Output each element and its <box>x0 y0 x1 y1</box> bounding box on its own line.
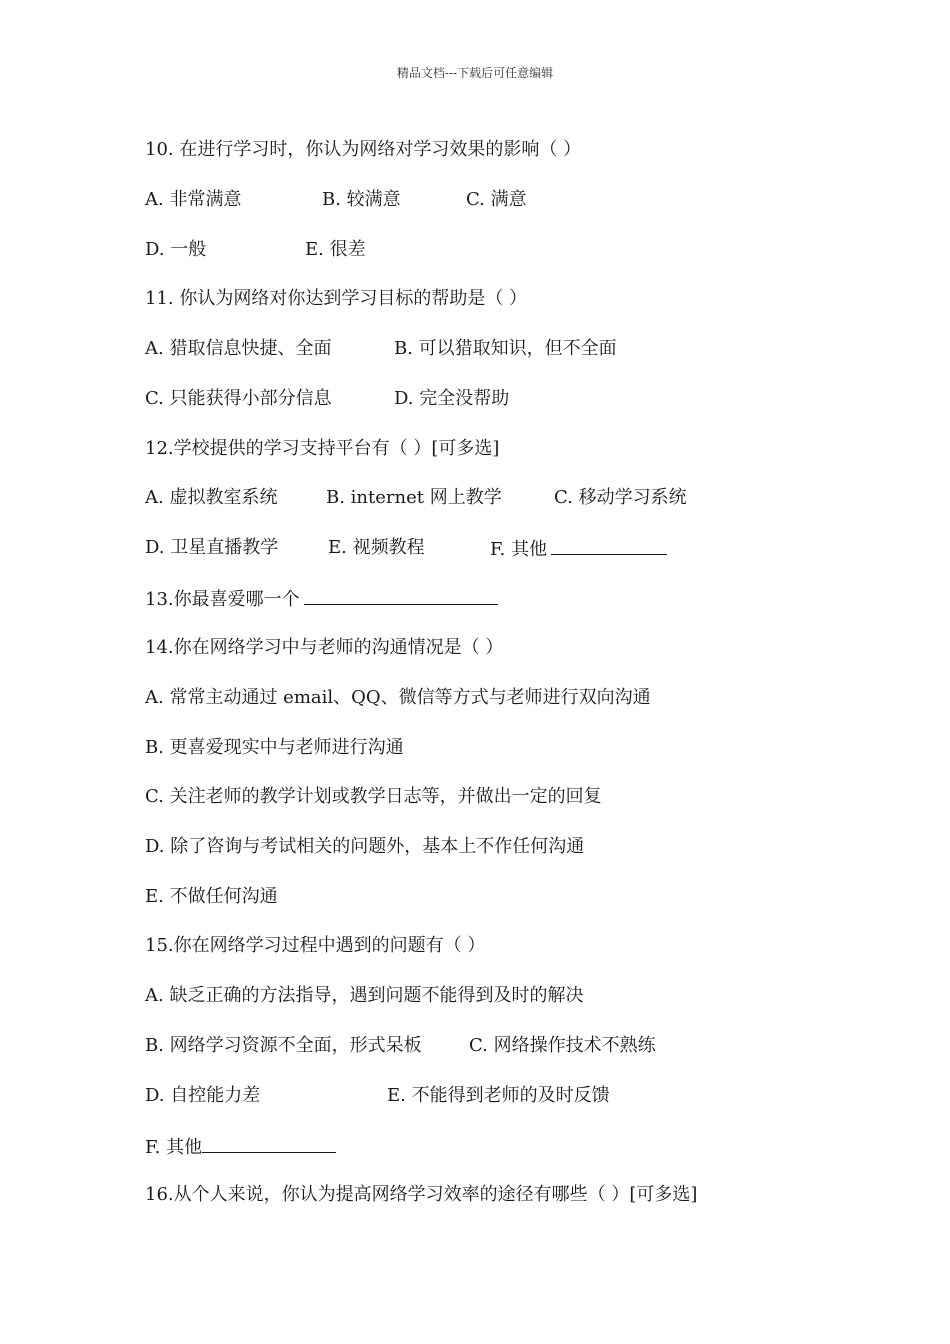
question-14-text: 14.你在网络学习中与老师的沟通情况是（ ） <box>145 637 504 658</box>
question-10-text: 10. 在进行学习时，你认为网络对学习效果的影响（ ） <box>145 139 582 160</box>
q14-option-e: E. 不做任何沟通 <box>145 886 278 907</box>
q15-option-a: A. 缺乏正确的方法指导，遇到问题不能得到及时的解决 <box>145 985 584 1006</box>
q10-option-c: C. 满意 <box>466 189 527 210</box>
q12-option-a: A. 虚拟教室系统 <box>145 487 278 508</box>
question-12-text: 12.学校提供的学习支持平台有（ ）[可多选] <box>145 438 500 459</box>
q12-option-b: B. internet 网上教学 <box>326 487 502 508</box>
q12-option-d: D. 卫星直播教学 <box>145 537 279 558</box>
q14-option-d: D. 除了咨询与考试相关的问题外，基本上不作任何沟通 <box>145 836 585 857</box>
q12-option-e: E. 视频教程 <box>328 537 425 558</box>
q14-option-b: B. 更喜爱现实中与老师进行沟通 <box>145 737 404 758</box>
q11-option-a: A. 猎取信息快捷、全面 <box>145 338 332 359</box>
question-13-item <box>145 586 498 612</box>
q13-fill-blank[interactable] <box>304 586 498 605</box>
question-13-text: 13.你最喜爱哪一个 <box>145 589 300 610</box>
q12-option-f-label: F. 其他 <box>490 539 548 560</box>
question-11-text: 11. 你认为网络对你达到学习目标的帮助是（ ） <box>145 288 528 309</box>
q15-option-f <box>145 1134 336 1160</box>
q15-option-d: D. 自控能力差 <box>145 1085 261 1106</box>
q15-option-f-label: F. 其他 <box>145 1137 203 1158</box>
q12-option-f <box>490 536 667 562</box>
question-16-text: 16.从个人来说，你认为提高网络学习效率的途径有哪些（ ）[可多选] <box>145 1184 698 1205</box>
page-header: 精品文档---下载后可任意编辑 <box>396 66 554 80</box>
q10-option-d: D. 一般 <box>145 239 207 260</box>
q10-option-e: E. 很差 <box>305 239 366 260</box>
q15-fill-blank[interactable] <box>202 1134 336 1153</box>
q10-option-a: A. 非常满意 <box>145 189 242 210</box>
q15-option-c: C. 网络操作技术不熟练 <box>469 1035 656 1056</box>
q14-option-a: A. 常常主动通过 email、QQ、微信等方式与老师进行双向沟通 <box>145 687 651 708</box>
q12-option-c: C. 移动学习系统 <box>554 487 687 508</box>
q15-option-b: B. 网络学习资源不全面，形式呆板 <box>145 1035 422 1056</box>
q10-option-b: B. 较满意 <box>322 189 401 210</box>
q15-option-e: E. 不能得到老师的及时反馈 <box>387 1085 610 1106</box>
q14-option-c: C. 关注老师的教学计划或教学日志等，并做出一定的回复 <box>145 786 602 807</box>
q11-option-d: D. 完全没帮助 <box>394 388 510 409</box>
q11-option-c: C. 只能获得小部分信息 <box>145 388 332 409</box>
q12-fill-blank[interactable] <box>551 536 667 555</box>
q11-option-b: B. 可以猎取知识，但不全面 <box>394 338 617 359</box>
question-15-text: 15.你在网络学习过程中遇到的问题有（ ） <box>145 935 486 956</box>
